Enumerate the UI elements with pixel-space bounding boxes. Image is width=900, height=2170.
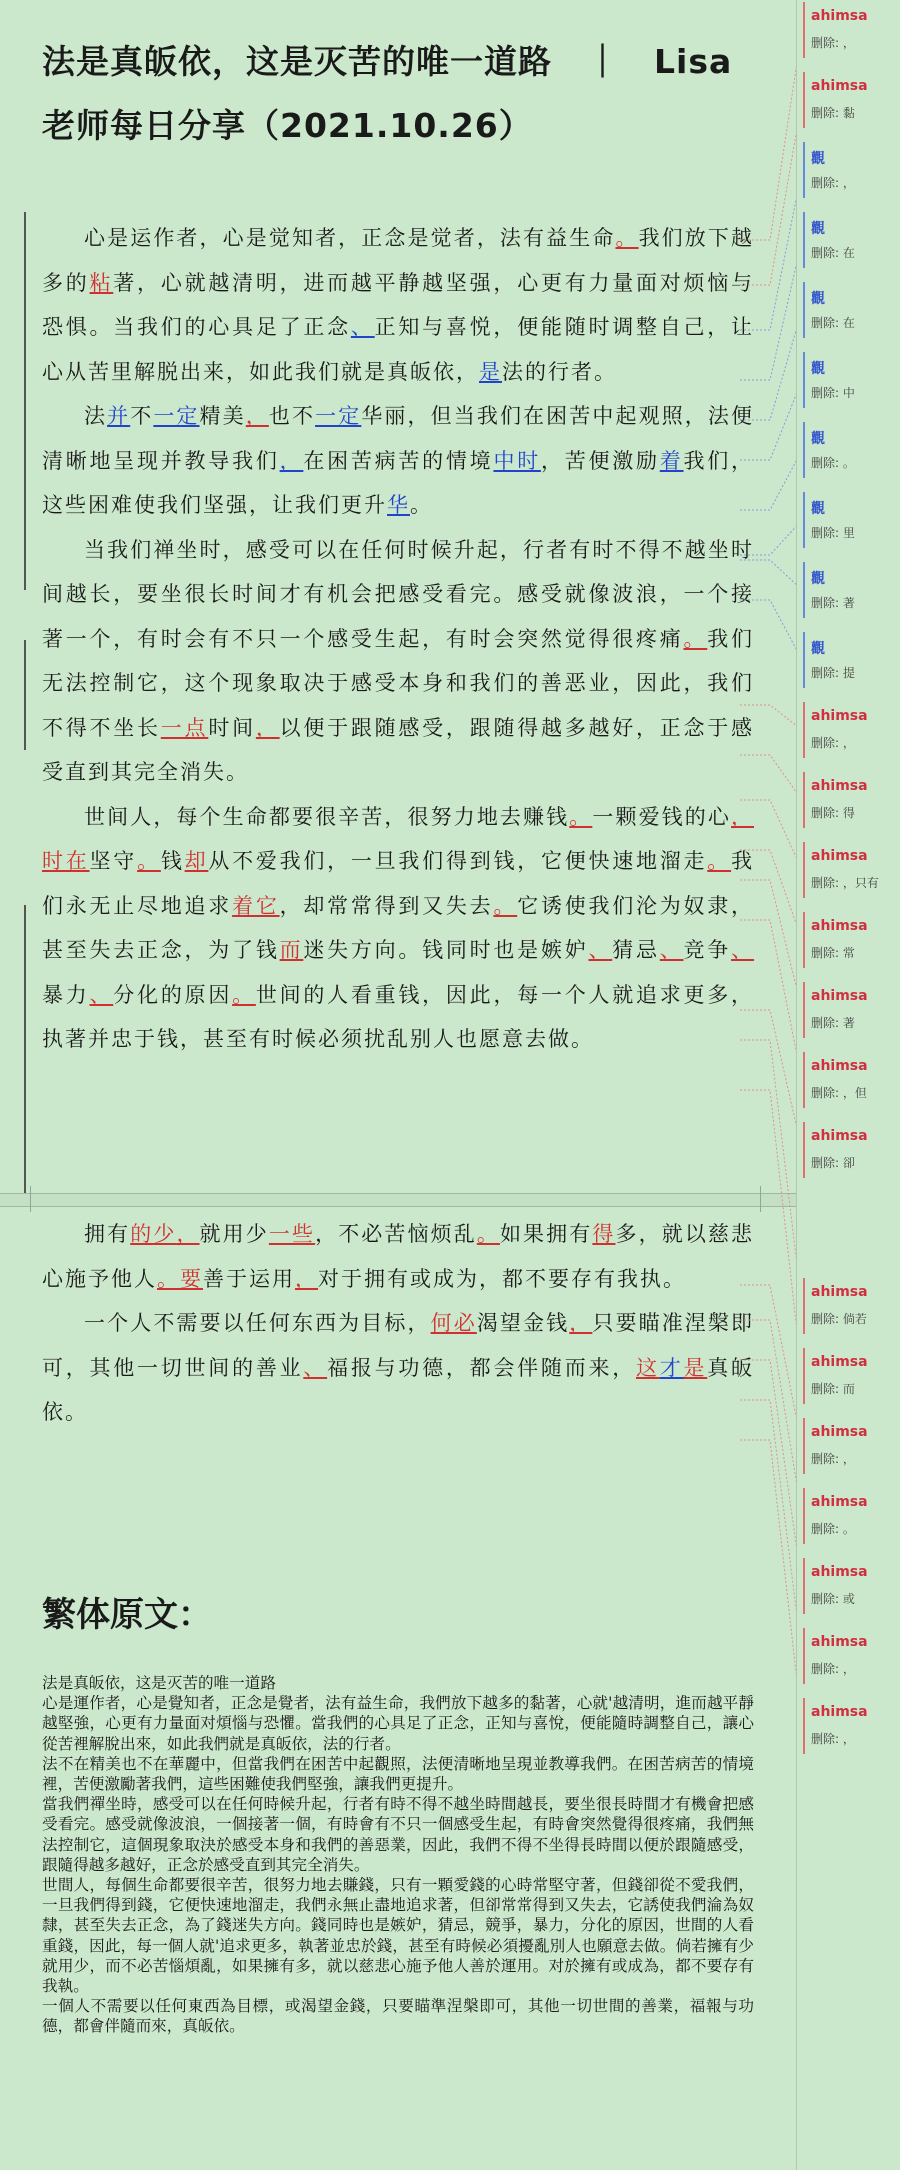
- deleted-value: 提: [842, 666, 855, 680]
- comment-balloon[interactable]: [803, 1278, 900, 1334]
- comment-balloon[interactable]: [803, 562, 900, 618]
- comment-balloon[interactable]: [803, 1418, 900, 1474]
- comment-author: ahimsa: [811, 778, 868, 794]
- deleted-label: 删除:: [811, 806, 840, 820]
- comment-balloon[interactable]: [803, 492, 900, 548]
- comment-balloon[interactable]: [803, 772, 900, 828]
- deleted-label: 删除:: [811, 1156, 840, 1170]
- deleted-label: 删除:: [811, 1382, 840, 1396]
- comment-leader-line: [740, 450, 802, 510]
- comment-leader-line: [740, 1440, 802, 1726]
- trad-line: 世間人，每個生命都要很辛苦，很努力地去賺錢，只有一顆愛錢的心時常堅守著，但錢卻從不愛我們，一旦我們得到錢，它便快速地溜走，我們永無止盡地追求著，但卻常常得到又失去，它誘使我們淪為奴隸，甚至失去正念，為了錢迷失方向。錢同時也是嫉妒，猜忌，競爭，暴力，分化的原因，世間的人看重錢，因此，每一個人就'追求更多，執著並忠於錢，甚至有時候必須擾亂別人也願意去做。倘若擁有少就用少，而不必苦惱煩亂，如果擁有多，就以慈悲心施予他人善於運用。对於擁有或成為，都不要存有我執。: [42, 1876, 754, 1996]
- comment-balloon[interactable]: [803, 422, 900, 478]
- trad-line: 一個人不需要以任何東西為目標，或渴望金錢，只要瞄準涅槃即可，其他一切世間的善業，福報与功德，都會伴隨而來，真皈依。: [42, 1997, 754, 2036]
- deleted-value: 在: [842, 246, 855, 260]
- comment-balloon[interactable]: [803, 2, 900, 58]
- comment-author: 觀: [811, 641, 825, 657]
- comment-author: ahimsa: [811, 848, 868, 864]
- deleted-value: 得: [842, 806, 855, 820]
- comment-deleted-text: [811, 1730, 855, 1747]
- comment-author: ahimsa: [811, 1058, 868, 1074]
- deleted-value: 常: [842, 946, 855, 960]
- comment-leader-line: [740, 920, 802, 1080]
- comment-leader-line: [740, 705, 802, 730]
- comment-leader-line: [740, 600, 802, 660]
- comment-balloon[interactable]: [803, 842, 900, 898]
- comment-balloon[interactable]: [803, 1488, 900, 1544]
- comment-deleted-text: [811, 524, 855, 541]
- comment-deleted-text: [811, 174, 855, 191]
- comment-deleted-text: [811, 244, 855, 261]
- paragraph-5: 拥有的少，就用少一些，不必苦恼烦乱。如果拥有得多，就以慈悲心施予他人。要善于运用，对于拥有或成为，都不要存有我执。: [42, 1222, 755, 1291]
- comment-author: ahimsa: [811, 8, 868, 24]
- trad-line: 法是真皈依，这是灭苦的唯一道路: [42, 1674, 276, 1692]
- page-title: 法是真皈依，这是灭苦的唯一道路 ｜ Lisa 老师每日分享（2021.10.26）: [42, 42, 733, 145]
- deleted-label: 删除:: [811, 1312, 840, 1326]
- deleted-label: 删除:: [811, 316, 840, 330]
- comment-balloon[interactable]: [803, 702, 900, 758]
- comment-deleted-text: [811, 734, 855, 751]
- comment-balloon[interactable]: [803, 72, 900, 128]
- section-heading: 繁体原文：: [42, 1595, 212, 1635]
- comment-leader-line: [740, 520, 802, 555]
- comment-balloon[interactable]: [803, 282, 900, 338]
- comment-deleted-text: [811, 1450, 855, 1467]
- comment-deleted-text: [811, 34, 855, 51]
- comment-deleted-text: [811, 1084, 867, 1101]
- paragraph-6: 一个人不需要以任何东西为目标，何必渴望金钱，只要瞄准涅槃即可，其他一切世间的善业、福报与功德，都会伴随而来，这才是真皈依。: [42, 1311, 755, 1424]
- deleted-label: 删除:: [811, 736, 840, 750]
- comment-leader-line: [740, 1040, 802, 1306]
- comment-leader-line: [740, 1010, 802, 1150]
- comment-author: ahimsa: [811, 1284, 868, 1300]
- comment-balloon[interactable]: [803, 1348, 900, 1404]
- deleted-value: ，: [842, 36, 855, 50]
- comment-pane[interactable]: [796, 0, 900, 2170]
- deleted-value: ，只有: [842, 876, 879, 890]
- deleted-value: 。: [842, 456, 855, 470]
- deleted-value: ，: [842, 1662, 855, 1676]
- comment-author: ahimsa: [811, 1494, 868, 1510]
- deleted-label: 删除:: [811, 36, 840, 50]
- comment-leader-line: [740, 1285, 802, 1446]
- comment-author: 觀: [811, 151, 825, 167]
- deleted-value: 倘若: [842, 1312, 867, 1326]
- deleted-value: 著: [842, 1016, 855, 1030]
- comment-deleted-text: [811, 104, 855, 121]
- comment-balloon[interactable]: [803, 1628, 900, 1684]
- deleted-label: 删除:: [811, 176, 840, 190]
- comment-deleted-text: [811, 664, 855, 681]
- comment-deleted-text: [811, 384, 855, 401]
- comment-deleted-text: [811, 314, 855, 331]
- comment-leader-line: [740, 100, 802, 285]
- comment-author: ahimsa: [811, 1128, 868, 1144]
- comment-author: ahimsa: [811, 78, 868, 94]
- deleted-label: 删除:: [811, 876, 840, 890]
- comment-balloon[interactable]: [803, 142, 900, 198]
- deleted-value: ，: [842, 1452, 855, 1466]
- comment-deleted-text: [811, 1380, 855, 1397]
- comment-balloon[interactable]: [803, 912, 900, 968]
- comment-author: 觀: [811, 361, 825, 377]
- comment-balloon[interactable]: [803, 1122, 900, 1178]
- deleted-value: 而: [842, 1382, 855, 1396]
- comment-leader-line: [740, 1400, 802, 1656]
- comment-author: 觀: [811, 221, 825, 237]
- comment-deleted-text: [811, 454, 855, 471]
- deleted-value: 著: [842, 596, 855, 610]
- comment-author: 觀: [811, 501, 825, 517]
- comment-author: 觀: [811, 571, 825, 587]
- trad-line: 法不在精美也不在華麗中，但當我們在困苦中起觀照，法便清晰地呈現並教導我們。在困苦病苦的情境裡，苦便激勵著我們，這些困難使我們堅強，讓我們更提升。: [42, 1754, 754, 1794]
- comment-leader-line: [740, 170, 802, 330]
- deleted-label: 删除:: [811, 246, 840, 260]
- deleted-value: 里: [842, 526, 855, 540]
- comment-deleted-text: [811, 1310, 867, 1327]
- deleted-label: 删除:: [811, 946, 840, 960]
- comment-deleted-text: [811, 1154, 855, 1171]
- comment-author: 觀: [811, 431, 825, 447]
- comment-author: ahimsa: [811, 1704, 868, 1720]
- paragraph-1: 心是运作者，心是觉知者，正念是觉者，法有益生命。我们放下越多的粘著，心就越清明，进而越平静越坚强，心更有力量面对烦恼与恐惧。当我们的心具足了正念、正知与喜悦，便能随时调整自己，让心从苦里解脱出来，如此我们就是真皈依，是法的行者。: [42, 226, 755, 384]
- comment-deleted-text: [811, 874, 879, 891]
- deleted-label: 删除:: [811, 1662, 840, 1676]
- comment-author: 觀: [811, 291, 825, 307]
- deleted-value: 在: [842, 316, 855, 330]
- deleted-value: 。: [842, 1522, 855, 1536]
- comment-deleted-text: [811, 1660, 855, 1677]
- deleted-label: 删除:: [811, 526, 840, 540]
- deleted-label: 删除:: [811, 386, 840, 400]
- comment-leader-line: [740, 880, 802, 1010]
- paragraph-2: 法并不一定精美，也不一定华丽，但当我们在困苦中起观照，法便清晰地呈现并教导我们，在困苦病苦的情境中时，苦便激励着我们，这些困难使我们坚强，让我们更升华。: [42, 404, 755, 517]
- comment-author: ahimsa: [811, 918, 868, 934]
- deleted-value: 或: [842, 1592, 855, 1606]
- comment-deleted-text: [811, 804, 855, 821]
- comment-leader-line: [740, 1090, 802, 1376]
- comment-balloon[interactable]: [803, 632, 900, 688]
- deleted-label: 删除:: [811, 456, 840, 470]
- trad-line: 心是運作者，心是覺知者，正念是覺者，法有益生命，我們放下越多的黏著，心就'越清明，進而越平靜越堅強，心更有力量面对煩惱与恐懼。當我們的心具足了正念，正知与喜悅，便能隨時調整自己，讓心從苦裡解脫出來，如此我們就是真皈依，法的行者。: [42, 1694, 754, 1753]
- deleted-label: 删除:: [811, 1016, 840, 1030]
- deleted-value: 卻: [842, 1156, 855, 1170]
- comment-leader-line: [740, 240, 802, 380]
- comment-leader-line: [740, 800, 802, 870]
- comment-balloon[interactable]: [803, 982, 900, 1038]
- comment-author: ahimsa: [811, 1354, 868, 1370]
- deleted-value: 中: [842, 386, 855, 400]
- comment-leader-line: [740, 560, 802, 590]
- deleted-value: ，但: [842, 1086, 867, 1100]
- comment-author: ahimsa: [811, 1634, 868, 1650]
- deleted-label: 删除:: [811, 1086, 840, 1100]
- comment-author: ahimsa: [811, 1424, 868, 1440]
- comment-deleted-text: [811, 594, 855, 611]
- comment-leader-line: [740, 1360, 802, 1586]
- comment-author: ahimsa: [811, 708, 868, 724]
- comment-balloon[interactable]: [803, 1052, 900, 1108]
- comment-balloon[interactable]: [803, 352, 900, 408]
- comment-leader-line: [740, 755, 802, 800]
- deleted-value: ，: [842, 176, 855, 190]
- deleted-label: 删除:: [811, 1732, 840, 1746]
- comment-leader-line: [740, 30, 802, 240]
- deleted-label: 删除:: [811, 1452, 840, 1466]
- deleted-label: 删除:: [811, 106, 840, 120]
- deleted-value: 黏: [842, 106, 855, 120]
- paragraph-3: 当我们禅坐时，感受可以在任何时候升起，行者有时不得不越坐时间越长，要坐很长时间才有机会把感受看完。感受就像波浪，一个接著一个，有时会有不只一个感受生起，有时会突然觉得很疼痛。我们无法控制它，这个现象取决于感受本身和我们的善恶业，因此，我们不得不坐长一点时间，以便于跟随感受，跟随得越多越好，正念于感受直到其完全消失。: [42, 537, 755, 784]
- deleted-label: 删除:: [811, 1592, 840, 1606]
- comment-deleted-text: [811, 1520, 855, 1537]
- comment-author: ahimsa: [811, 1564, 868, 1580]
- deleted-label: 删除:: [811, 596, 840, 610]
- deleted-value: ，: [842, 1732, 855, 1746]
- comment-deleted-text: [811, 1014, 855, 1031]
- deleted-label: 删除:: [811, 666, 840, 680]
- paragraph-4: 世间人，每个生命都要很辛苦，很努力地去赚钱。一颗爱钱的心，时在坚守。钱却从不爱我们，一旦我们得到钱，它便快速地溜走。我们永无止尽地追求着它，却常常得到又失去。它诱使我们沦为奴隶，甚至失去正念，为了钱而迷失方向。钱同时也是嫉妒、猜忌、竞争、暴力、分化的原因。世间的人看重钱，因此，每一个人就追求更多，执著并忠于钱，甚至有时候必须扰乱别人也愿意去做。: [42, 804, 755, 1051]
- comment-author: ahimsa: [811, 988, 868, 1004]
- deleted-value: ，: [842, 736, 855, 750]
- comment-deleted-text: [811, 944, 855, 961]
- comment-balloon[interactable]: [803, 1558, 900, 1614]
- comment-leader-line: [740, 1320, 802, 1516]
- comment-balloon[interactable]: [803, 1698, 900, 1754]
- comment-balloon[interactable]: [803, 212, 900, 268]
- trad-line: 當我們禪坐時，感受可以在任何時候升起，行者有時不得不越坐時間越長，要坐很長時間才有機會把感受看完。感受就像波浪，一個接著一個，有時會有不只一個感受生起，有時會突然覺得很疼痛，我們無法控制它，這個現象取決於感受本身和我們的善惡業，因此，我們不得不坐得長時間以便於跟隨感受，跟隨得越多越好，正念於感受直到其完全消失。: [42, 1795, 754, 1874]
- deleted-label: 删除:: [811, 1522, 840, 1536]
- comment-deleted-text: [811, 1590, 855, 1607]
